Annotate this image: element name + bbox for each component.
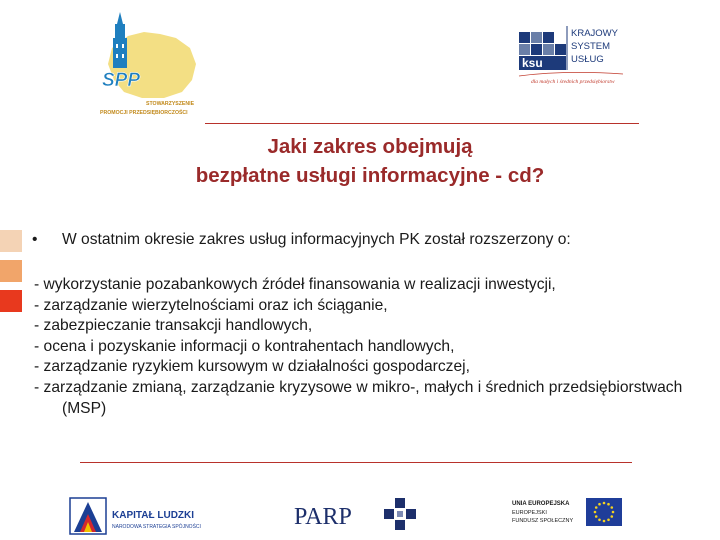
slide-title <box>100 132 640 190</box>
ksu-line-3: USŁUG <box>571 54 604 65</box>
eu-star <box>603 502 606 505</box>
eu-star <box>594 511 597 514</box>
ksu-logo <box>505 22 635 90</box>
decor-square-light <box>0 230 22 252</box>
list-item: - zabezpieczanie transakcji handlowych, <box>34 317 313 335</box>
eu-star <box>610 515 613 518</box>
ksu-line-2: SYSTEM <box>571 41 611 52</box>
footer-rule <box>80 462 632 463</box>
spp-caption-line-2: PROMOCJI PRZEDSIĘBIORCZOŚCI <box>100 110 188 116</box>
parp-mark-icon <box>384 498 416 530</box>
decor-square-mid <box>0 260 22 282</box>
kapital-ludzki-name: KAPITAŁ LUDZKI <box>112 510 195 521</box>
kapital-ludzki-subtitle: NARODOWA STRATEGIA SPÓJNOŚCI <box>112 524 201 530</box>
bullet-mark: • <box>32 231 38 248</box>
spp-caption-line-1: STOWARZYSZENIE <box>146 101 195 107</box>
spp-logo <box>98 8 210 120</box>
spp-logo-text: SPP <box>102 70 141 91</box>
spp-tower-icon <box>113 12 127 68</box>
ksu-line-1: KRAJOWY <box>571 28 618 39</box>
list-item: - wykorzystanie pozabankowych źródeł finansowania w realizacji inwestycji, <box>34 276 556 293</box>
eu-star <box>603 520 606 523</box>
eu-star <box>595 506 598 509</box>
eu-line-1: UNIA EUROPEJSKA <box>512 501 570 507</box>
service-list <box>34 275 720 419</box>
ksu-tagline: dla małych i średnich przedsiębiorstw <box>531 79 615 85</box>
eu-line-2: EUROPEJSKI <box>512 510 547 516</box>
list-item: - zarządzanie ryzykiem kursowym w działalności gospodarczej, <box>34 358 470 376</box>
eu-star <box>607 518 610 521</box>
list-item: - ocena i pozyskanie informacji o kontrahentach handlowych, <box>34 337 455 355</box>
title-rule-top <box>205 123 639 124</box>
eu-star <box>610 506 613 509</box>
eu-fund-logo <box>512 494 624 534</box>
kapital-ludzki-logo <box>68 494 218 538</box>
eu-star <box>598 518 601 521</box>
list-item: - zarządzanie wierzytelnościami oraz ich ściąganie, <box>34 296 388 314</box>
bullet-text: W ostatnim okresie zakres usług informacyjnych PK został rozszerzony o: <box>62 231 571 248</box>
title-line-1: Jaki zakres obejmują <box>267 135 473 158</box>
kapital-ludzki-emblem-icon <box>70 498 106 534</box>
eu-flag-icon <box>586 498 622 526</box>
decor-square-dark <box>0 290 22 312</box>
ksu-mark-text: ksu <box>522 56 543 70</box>
eu-line-3: FUNDUSZ SPOŁECZNY <box>512 518 574 524</box>
title-line-2: bezpłatne usługi informacyjne - cd? <box>195 164 545 187</box>
list-item: - zarządzanie zmianą, zarządzanie kryzysowe w mikro-, małych i średnich przedsiębiorstwach (MSP) <box>34 378 683 417</box>
parp-logo <box>292 494 420 536</box>
eu-star <box>612 511 615 514</box>
parp-name: PARP <box>294 504 352 530</box>
eu-star <box>607 503 610 506</box>
eu-star <box>595 515 598 518</box>
eu-star <box>598 503 601 506</box>
